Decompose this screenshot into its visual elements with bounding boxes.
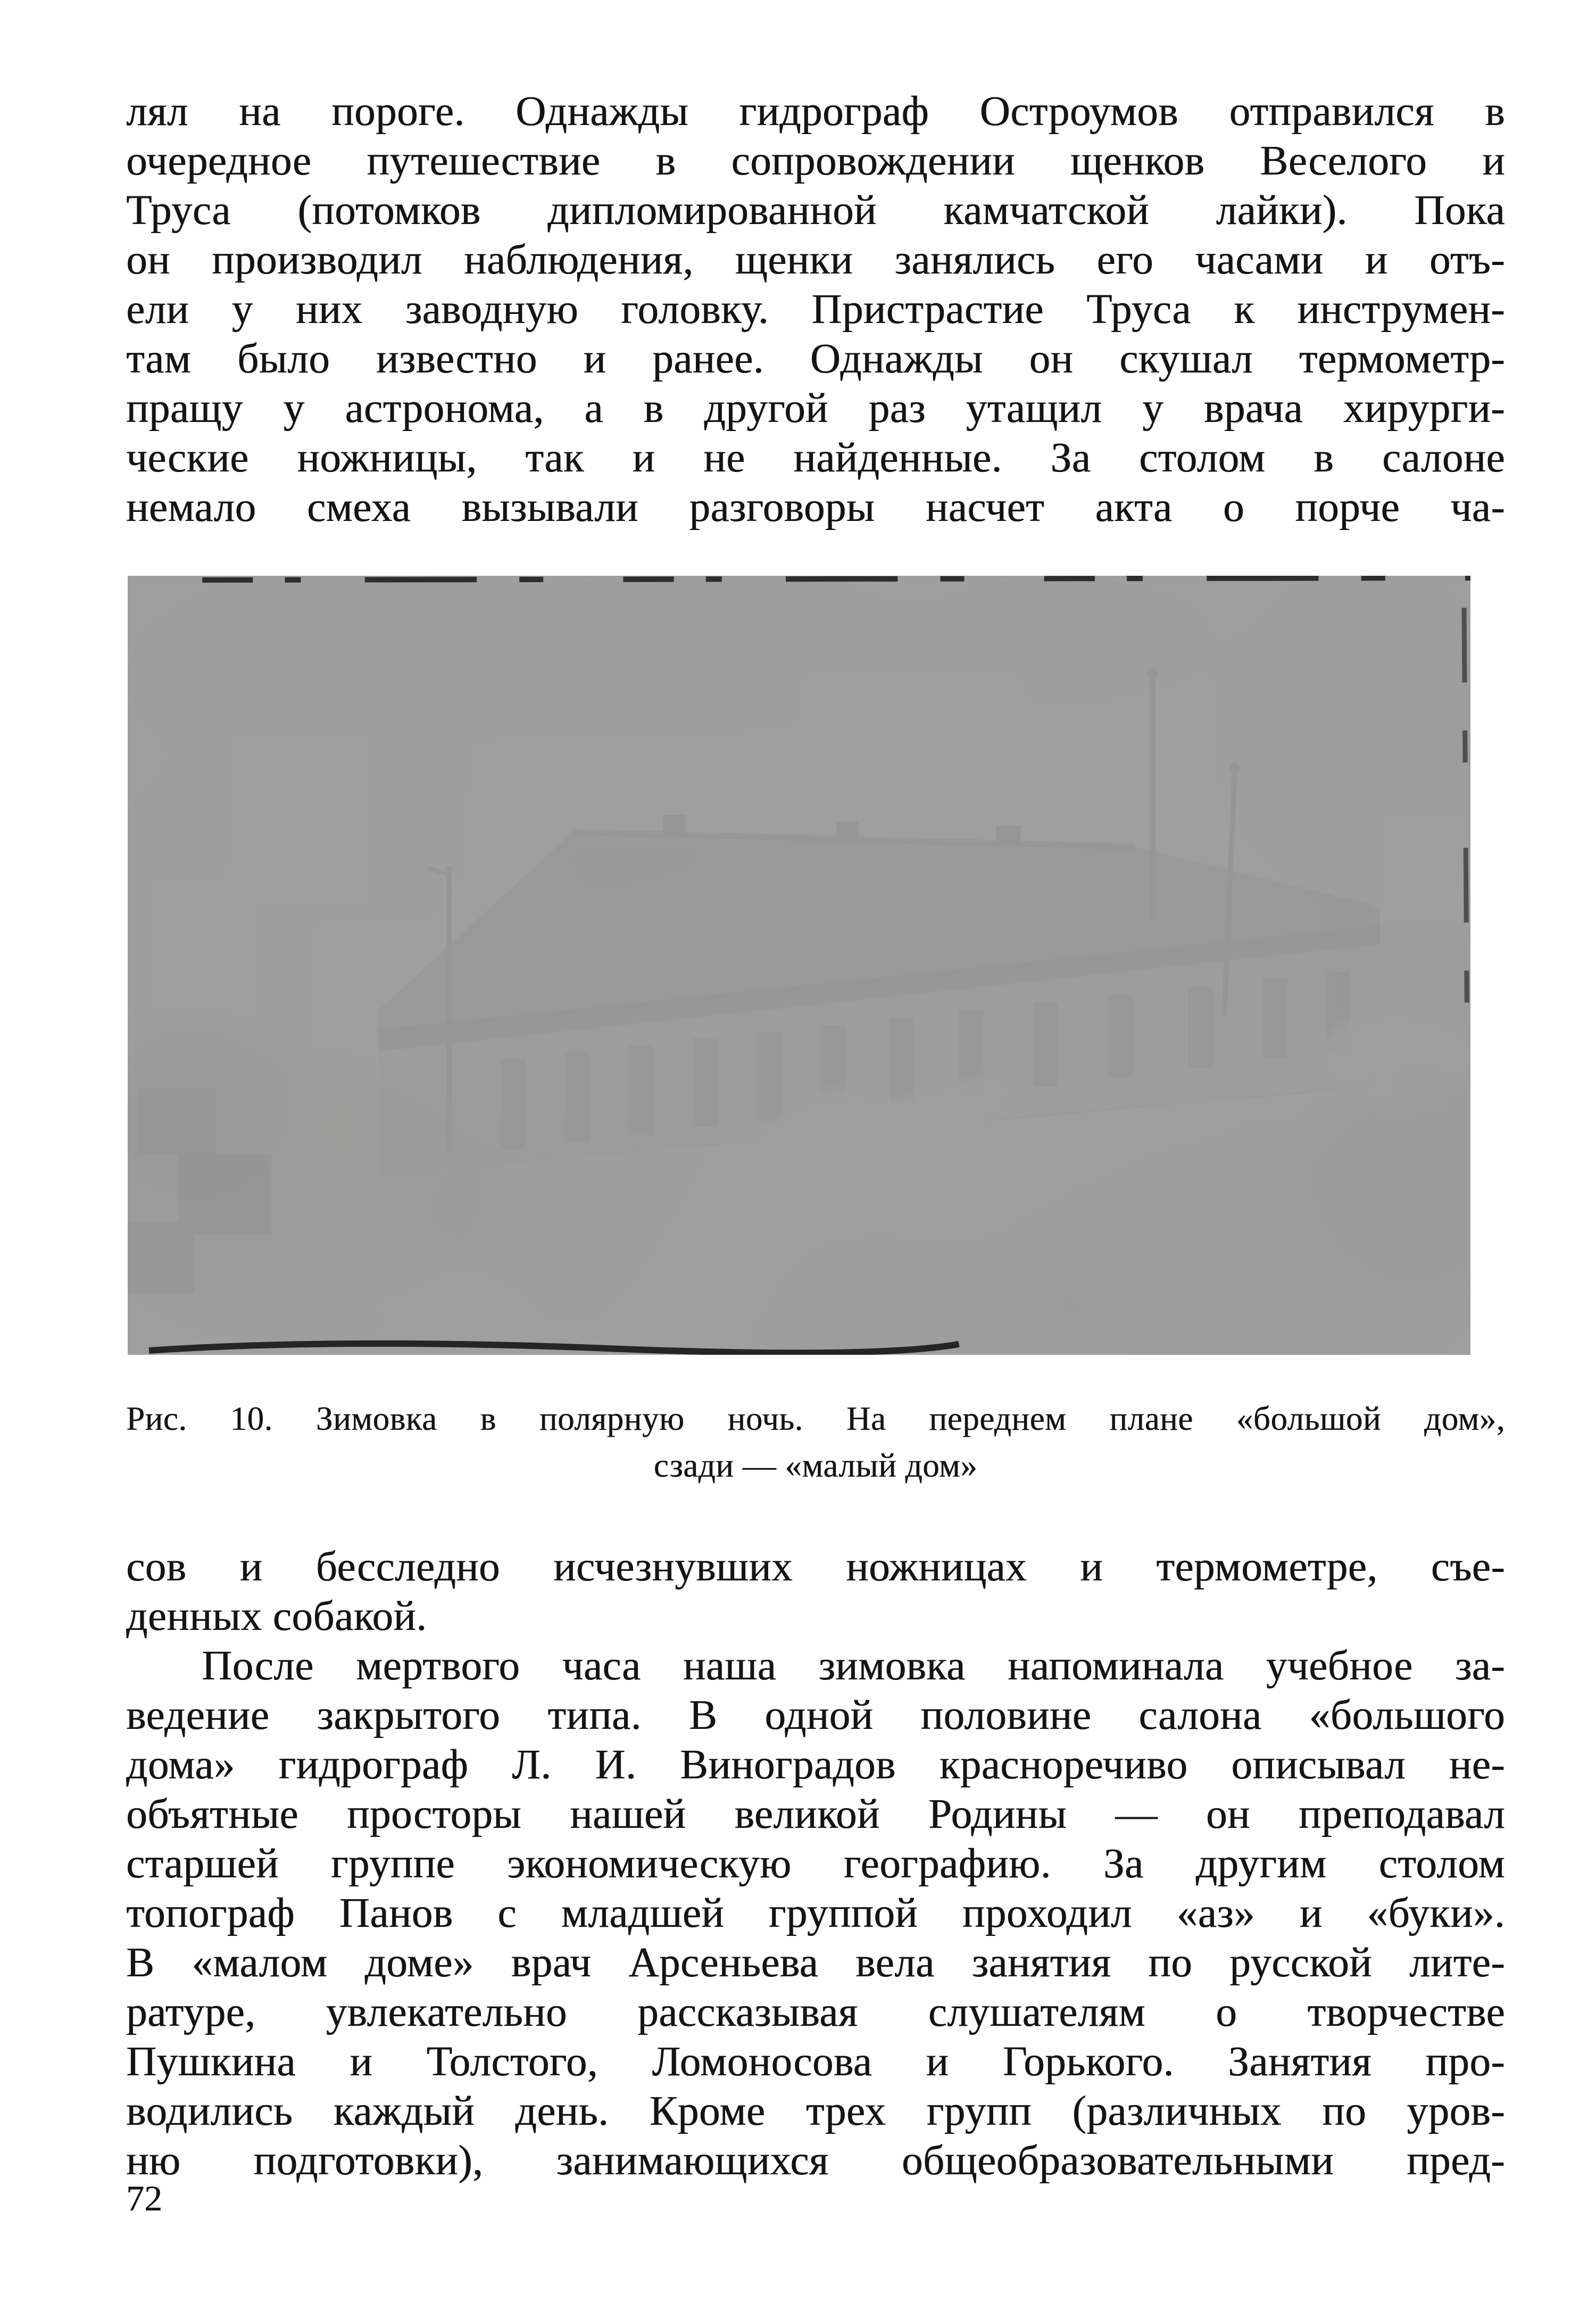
figure-photo	[128, 576, 1470, 1355]
text-line: старшей группе экономическую географию. За другим столом	[126, 1841, 1505, 1887]
figure-caption	[126, 1395, 1505, 1489]
text-line: немало смеха вызывали разговоры насчет акта о порче ча-	[126, 484, 1505, 531]
paragraph-top	[126, 87, 1505, 532]
text-line: ели у них заводную головку. Пристрастие Труса к инструмен-	[126, 286, 1505, 333]
text-line: лял на пороге. Однажды гидрограф Остроумов отправился в	[126, 88, 1505, 135]
text-line: он производил наблюдения, щенки занялись его часами и отъ-	[126, 237, 1505, 283]
text-line: водились каждый день. Кроме трех групп (различных по уров-	[126, 2088, 1505, 2134]
winter-camp-photo-illustration	[128, 576, 1470, 1355]
text-line: сов и бесследно исчезнувших ножницах и термометре, съе-	[126, 1544, 1505, 1590]
photo-grain-white	[128, 576, 1470, 1355]
text-line: ратуре, увлекательно рассказывая слушателям о творчестве	[126, 1989, 1505, 2035]
text-line: В «малом доме» врач Арсеньева вела занятия по русской лите-	[126, 1940, 1505, 1986]
text-line: объятные просторы нашей великой Родины — он преподавал	[126, 1791, 1505, 1837]
figure-caption-line: Рис. 10. Зимовка в полярную ночь. На переднем плане «большой дом»,	[126, 1400, 1505, 1437]
text-line: ведение закрытого типа. В одной половине салона «большого	[126, 1692, 1505, 1738]
text-line: топограф Панов с младшей группой проходил «аз» и «буки».	[126, 1890, 1505, 1936]
text-line: Пушкина и Толстого, Ломоносова и Горького. Занятия про-	[126, 2039, 1505, 2085]
text-line: очередное путешествие в сопровождении щенков Веселого и	[126, 138, 1505, 184]
text-line: там было известно и ранее. Однажды он скушал термометр-	[126, 336, 1505, 382]
text-line: ческие ножницы, так и не найденные. За столом в салоне	[126, 435, 1505, 481]
text-line: пращу у астронома, а в другой раз утащил у врача хирурги-	[126, 385, 1505, 432]
text-line: Труса (потомков дипломированной камчатской лайки). Пока	[126, 187, 1505, 234]
page-number: 72	[126, 2178, 162, 2218]
paragraph-bottom	[126, 1542, 1505, 2185]
text-line: ню подготовки), занимающихся общеобразовательными пред-	[126, 2138, 1505, 2184]
text-line: После мертвого часа наша зимовка напоминала учебное за-	[202, 1643, 1505, 1689]
text-line: дома» гидрограф Л. И. Виноградов красноречиво описывал не-	[126, 1742, 1505, 1788]
figure-caption-line: сзади — «малый дом»	[653, 1447, 978, 1484]
text-line: денных собакой.	[126, 1593, 427, 1639]
